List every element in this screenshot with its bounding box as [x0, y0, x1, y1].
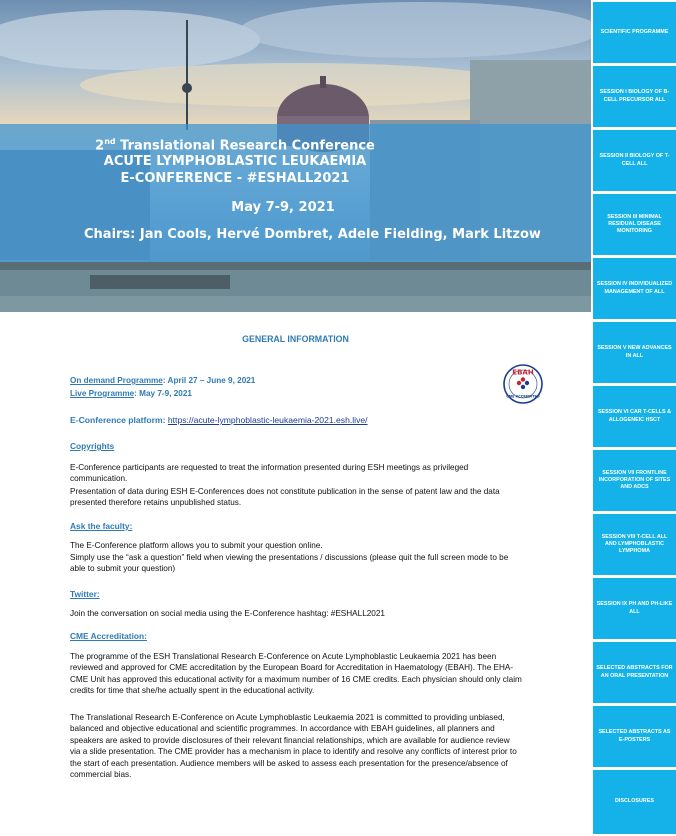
cme-text-1: The programme of the ESH Translational Research E-Conference on Acute Lymphoblastic Leukaemia 2021 has been reviewed and approved for CME accreditation by the European Board for Accreditation in Haematology (EBAH). The EHA-CME Unit has approved this educational activity for a maximum number of 16 CME credits. Each physician should only claim credits for time that she/he actually spent in the educational activity. [70, 652, 522, 696]
cme-text-2: The Translational Research E-Conference on Acute Lymphoblastic Leukaemia 2021 is committed to providing unbiased, balanced and objective educational and scientific programmes. In accordance with EBAH guidelines, all planners and speakers are asked to provide disclosures of their relevant financial relationships, which are available for audience review via a slide presentation. The CME provider has a mechanism in place to identify and resolve any conflicts of interest prior to the start of each presentation. Audience members will be asked to assess each presentation for the presence/absence of commercial bias. [70, 713, 517, 780]
conference-edition: 2nd Translational Research Conference [95, 137, 375, 154]
sidebar-item-oral-abstracts[interactable]: SELECTED ABSTRACTS FOR AN ORAL PRESENTATION [593, 642, 676, 703]
platform-line: E-Conference platform: https://acute-lymphoblastic-leukaemia-2021.esh.live/ [70, 415, 368, 425]
copyrights-text-1: E-Conference participants are requested to treat the information presented during ESH meetings as privileged communication. [70, 463, 469, 484]
page-title: GENERAL INFORMATION [242, 334, 349, 344]
conference-chairs: Chairs: Jan Cools, Hervé Dombret, Adele Fielding, Mark Litzow [84, 227, 541, 242]
header-banner [0, 0, 591, 312]
sidebar-nav [591, 0, 676, 836]
conference-name: ACUTE LYMPHOBLASTIC LEUKAEMIA [103, 154, 367, 169]
twitter-text: Join the conversation on social media using the E-Conference hashtag: #ESHALL2021 [70, 609, 385, 618]
ask-faculty-heading: Ask the faculty: [70, 521, 133, 531]
ask-faculty-text-2: Simply use the “ask a question” field when viewing the presentations / discussions (please quit the full screen mode to be able to submit your question) [70, 553, 509, 574]
live-programme: Live Programme: May 7-9, 2021 [70, 389, 192, 398]
sidebar-item-session-1[interactable]: SESSION I BIOLOGY OF B-CELL PRECURSOR ALL [593, 66, 676, 127]
sidebar-item-session-7[interactable]: SESSION VII FRONTLINE INCORPORATION OF SITES AND ADCS [593, 450, 676, 511]
conference-hashtag: E-CONFERENCE - #ESHALL2021 [120, 171, 350, 186]
sidebar-item-session-9[interactable]: SESSION IX PH AND PH-LIKE ALL [593, 578, 676, 639]
sidebar-item-session-4[interactable]: SESSION IV INDIVIDUALIZED MANAGEMENT OF ALL [593, 258, 676, 319]
sidebar-item-session-5[interactable]: SESSION V NEW ADVANCES IN ALL [593, 322, 676, 383]
platform-link[interactable]: https://acute-lymphoblastic-leukaemia-2021.esh.live/ [167, 415, 368, 425]
on-demand-programme: On demand Programme: April 27 – June 9, 2021 [70, 376, 256, 385]
sidebar-item-scientific-programme[interactable]: SCIENTIFIC PROGRAMME [593, 2, 676, 63]
svg-text:CME ACCREDITED: CME ACCREDITED [506, 394, 540, 399]
sidebar-item-session-3[interactable]: SESSION III MINIMAL RESIDUAL DISEASE MONITORING [593, 194, 676, 255]
svg-text:EBAH: EBAH [512, 368, 534, 377]
ebah-cme-accredited-logo [502, 363, 544, 405]
conference-dates: May 7-9, 2021 [231, 200, 335, 215]
cme-heading: CME Accreditation: [70, 631, 147, 641]
copyrights-heading: Copyrights [70, 441, 115, 451]
sidebar-item-session-2[interactable]: SESSION II BIOLOGY OF T-CELL ALL [593, 130, 676, 191]
ask-faculty-text-1: The E-Conference platform allows you to submit your question online. [70, 541, 323, 550]
sidebar-item-e-posters[interactable]: SELECTED ABSTRACTS AS E-POSTERS [593, 706, 676, 767]
sidebar-item-disclosures[interactable]: DISCLOSURES [593, 770, 676, 834]
sidebar-item-session-6[interactable]: SESSION VI CAR T-CELLS & ALLOGENEIC HSCT [593, 386, 676, 447]
twitter-heading: Twitter: [70, 589, 100, 599]
copyrights-text-2: Presentation of data during ESH E-Conferences does not constitute publication in the sense of patent law and the data presented therefore retains unpublished status. [70, 487, 500, 508]
sidebar-item-session-8[interactable]: SESSION VIII T-CELL ALL AND LYMPHOBLASTIC LYMPHOMA [593, 514, 676, 575]
